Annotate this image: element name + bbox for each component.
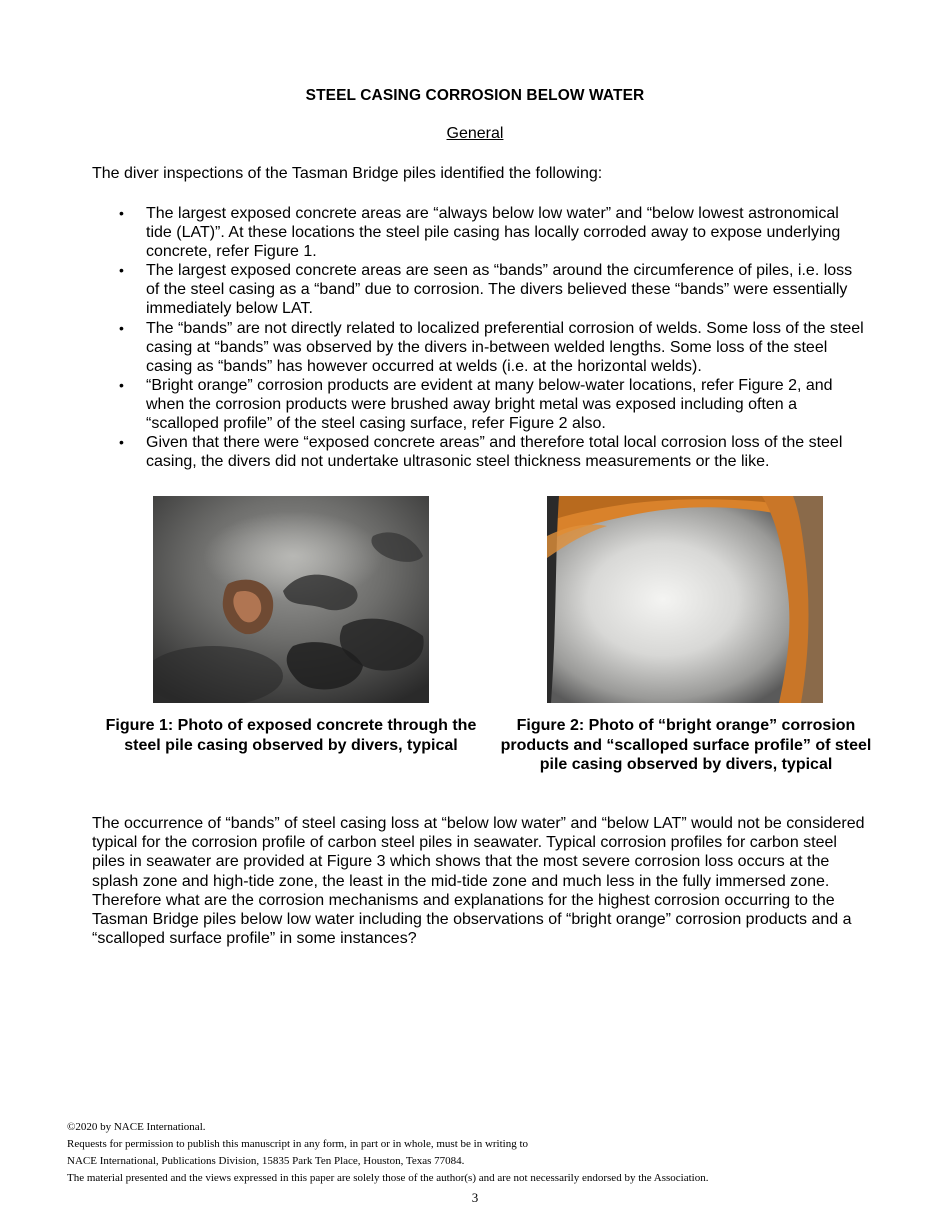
- list-item: • Given that there were “exposed concrete areas” and therefore total local corrosion loss of the steel casing, the divers did not undertake ultrasonic steel thickness measurements or the like.: [92, 433, 867, 471]
- footer-copyright: ©2020 by NACE International.: [67, 1121, 206, 1133]
- figure-1-caption: Figure 1: Photo of exposed concrete through the steel pile casing observed by divers, typical: [105, 717, 477, 754]
- figure-2-photo: [547, 496, 823, 703]
- figure-2-caption: Figure 2: Photo of “bright orange” corrosion products and “scalloped surface profile” of steel pile casing observed by divers, typical: [500, 717, 872, 773]
- findings-list: [92, 204, 867, 471]
- footer: [67, 1119, 887, 1187]
- figure-1-photo: [153, 496, 429, 703]
- intro-paragraph: The diver inspections of the Tasman Bridge piles identified the following:: [92, 165, 603, 182]
- list-item: • The “bands” are not directly related to localized preferential corrosion of welds. Some loss of the steel casing at “bands” was observed by the divers in-between welded lengths. Some loss of the steel casing as “bands” has however occurred at welds (i.e. at the horizontal welds).: [92, 319, 867, 376]
- footer-disclaimer: The material presented and the views expressed in this paper are solely those of the author(s) and are not necessarily endorsed by the Association.: [67, 1172, 709, 1184]
- list-item: • The largest exposed concrete areas are seen as “bands” around the circumference of piles, i.e. loss of the steel casing as a “band” due to corrosion. The divers believed these “bands” were essentially immediately below LAT.: [92, 261, 867, 318]
- footer-address: NACE International, Publications Division, 15835 Park Ten Place, Houston, Texas 77084.: [67, 1155, 465, 1167]
- footer-permission: Requests for permission to publish this manuscript in any form, in part or in whole, must be in writing to: [67, 1138, 529, 1150]
- section-title: STEEL CASING CORROSION BELOW WATER: [305, 87, 645, 104]
- page-number: 3: [471, 1190, 479, 1205]
- discussion-paragraph: The occurrence of “bands” of steel casing loss at “below low water” and “below LAT” would not be considered typical for the corrosion profile of carbon steel piles in seawater. Typical corrosion profiles for carbon steel piles in seawater are provided at Figure 3 which shows that the most severe corrosion loss occurs at the splash zone and high-tide zone, the least in the mid-tide zone and much less in the fully immersed zone. Therefore what are the corrosion mechanisms and explanations for the highest corrosion occurring to the Tasman Bridge piles below low water including the observations of “bright orange” corrosion products and a “scalloped surface profile” in some instances?: [92, 815, 865, 948]
- list-item: • The largest exposed concrete areas are “always below low water” and “below lowest astronomical tide (LAT)”. At these locations the steel pile casing has locally corroded away to expose underlying concrete, refer Figure 1.: [92, 204, 867, 261]
- list-item: • “Bright orange” corrosion products are evident at many below-water locations, refer Figure 2, and when the corrosion products were brushed away bright metal was exposed including often a “scalloped profile” of the steel casing surface, refer Figure 2 also.: [92, 376, 867, 433]
- subsection-title: General: [446, 125, 504, 142]
